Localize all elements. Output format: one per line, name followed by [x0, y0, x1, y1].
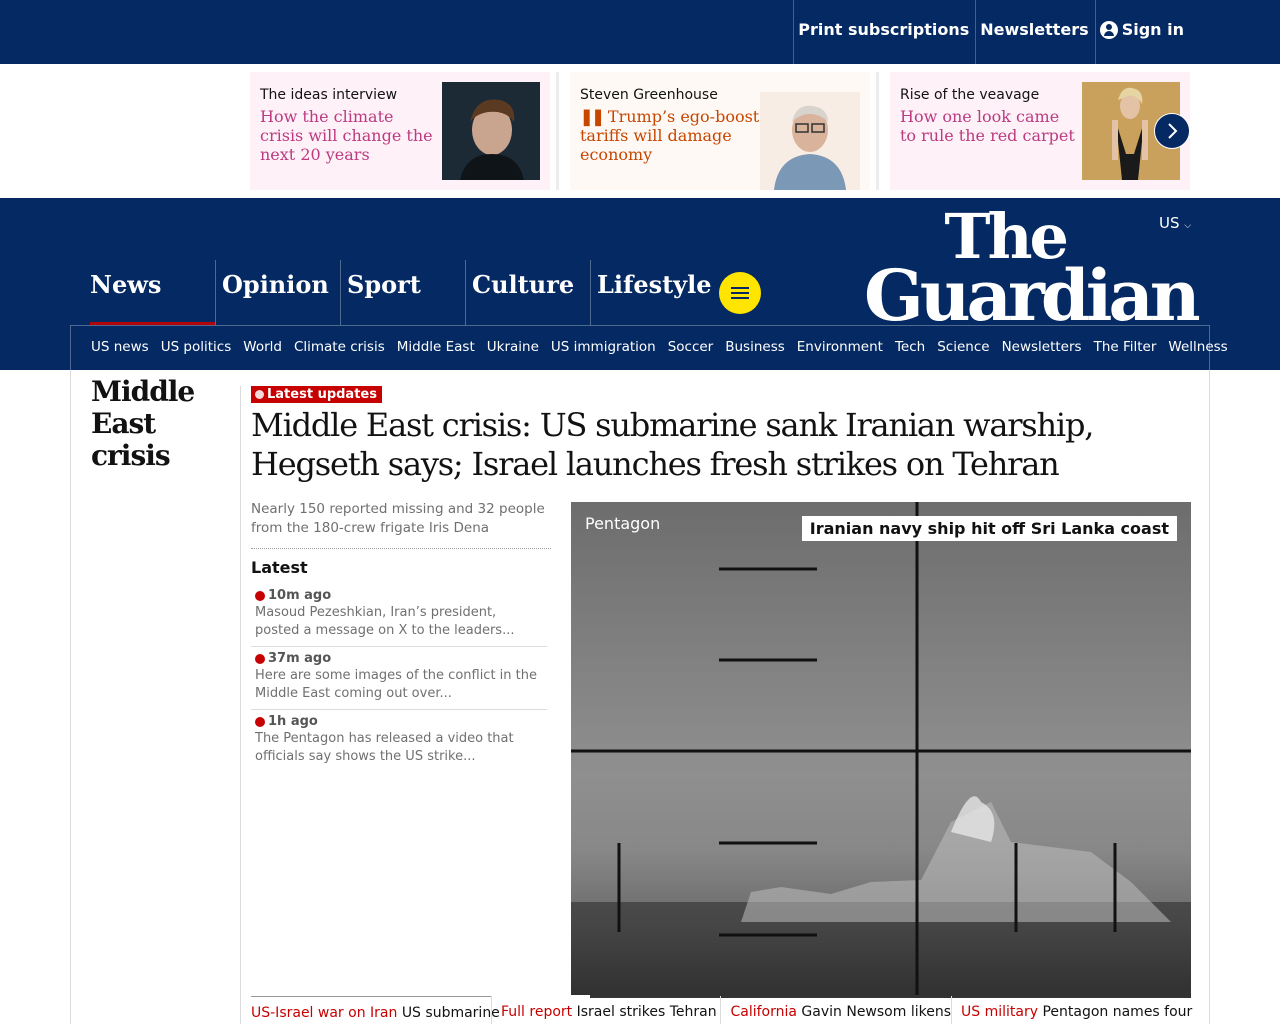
related-link[interactable]: [720, 996, 951, 1024]
block-text: Masoud Pezeshkian, Iran’s president, posted a message on X to the leaders...: [255, 605, 515, 638]
promo-carousel: [0, 64, 1280, 198]
menu-line-icon: [731, 292, 749, 294]
subnav-soccer[interactable]: Soccer: [667, 339, 714, 355]
column-divider: [240, 386, 241, 1024]
pillar-label: Opinion: [222, 270, 329, 299]
carousel-next-button[interactable]: [1154, 113, 1190, 149]
guardian-logo[interactable]: [864, 200, 1197, 337]
subnav-business[interactable]: Business: [725, 339, 785, 355]
promo-headline: How one look came to rule the red carpet: [900, 107, 1075, 145]
live-dot-icon: [255, 717, 265, 727]
promo-kicker: Rise of the veavage: [900, 87, 1040, 103]
related-text: Israel strikes Tehran: [576, 1004, 717, 1020]
promo-card-lifestyle[interactable]: [890, 72, 1190, 190]
related-kicker: Full report: [501, 1004, 573, 1020]
latest-block[interactable]: [251, 710, 547, 773]
sign-in-label: Sign in: [1121, 20, 1184, 39]
promo-photo: [760, 92, 860, 190]
menu-line-icon: [731, 297, 749, 299]
thermal-scope-image: [571, 502, 1191, 998]
latest-blocks: [251, 584, 547, 773]
video-caption: Iranian navy ship hit off Sri Lanka coast: [802, 516, 1177, 541]
pillar-culture[interactable]: [465, 260, 590, 326]
block-text: The Pentagon has released a video that officials say shows the US strike...: [255, 731, 514, 764]
related-link[interactable]: [951, 996, 1191, 1024]
promo-kicker: Steven Greenhouse: [580, 87, 718, 103]
latest-block[interactable]: [251, 647, 547, 710]
promo-card-opinion[interactable]: [570, 72, 870, 190]
subnav-world[interactable]: World: [243, 339, 282, 355]
related-text: Gavin Newsom likens: [801, 1004, 951, 1020]
related-kicker: US-Israel war on Iran: [251, 1005, 398, 1021]
live-dot-icon: [255, 591, 265, 601]
pillar-opinion[interactable]: [215, 260, 340, 326]
logo-line-1: The: [944, 200, 1066, 273]
promo-headline: How the climate crisis will change the next 20 years: [260, 107, 433, 164]
pillar-label: Culture: [472, 270, 575, 299]
pillar-label: Lifestyle: [597, 270, 712, 299]
article-standfirst: Nearly 150 reported missing and 32 people from the 180-crew frigate Iris Dena: [251, 500, 551, 549]
promo-kicker: The ideas interview: [260, 87, 398, 103]
utility-links: [793, 0, 1190, 64]
print-subscriptions-link[interactable]: [793, 0, 975, 64]
related-kicker: California: [730, 1004, 797, 1020]
pillar-label: Sport: [347, 270, 421, 299]
promo-divider: [556, 72, 559, 190]
menu-line-icon: [731, 287, 749, 289]
related-link[interactable]: [491, 996, 720, 1024]
block-time: [255, 651, 543, 666]
related-kicker: US military: [961, 1004, 1038, 1020]
chevron-right-icon: [1165, 122, 1179, 140]
pillar-label: News: [90, 270, 162, 299]
pillar-lifestyle[interactable]: [590, 260, 715, 326]
live-dot-icon: [255, 654, 265, 664]
subnav-environment[interactable]: Environment: [796, 339, 883, 355]
promo-headline: Trump’s ego-boost tariffs will damage economy: [580, 107, 760, 164]
subnav-container: [70, 325, 1228, 370]
subnav-ukraine[interactable]: Ukraine: [486, 339, 539, 355]
sign-in-link[interactable]: [1095, 0, 1190, 64]
promo-headline-wrap: [580, 107, 760, 164]
related-text: Pentagon names four: [1042, 1004, 1193, 1020]
print-subscriptions-label: Print subscriptions: [798, 20, 970, 39]
live-dot-icon: [255, 390, 264, 399]
subnav-wellness[interactable]: Wellness: [1168, 339, 1228, 355]
main-content: [70, 370, 1210, 1024]
newsletters-link[interactable]: [975, 0, 1094, 64]
subnav-newsletters[interactable]: Newsletters: [1001, 339, 1082, 355]
promo-photo: [442, 82, 540, 180]
block-time: [255, 714, 543, 729]
block-text: Here are some images of the conflict in the Middle East coming out over...: [255, 668, 538, 701]
related-link[interactable]: [251, 996, 500, 1024]
subnav-the-filter[interactable]: The Filter: [1093, 339, 1157, 355]
subnav-middle-east[interactable]: Middle East: [396, 339, 475, 355]
latest-block[interactable]: [251, 584, 547, 647]
pillar-sport[interactable]: [340, 260, 465, 326]
section-title[interactable]: Middle East crisis: [91, 375, 195, 472]
subnav-climate-crisis[interactable]: Climate crisis: [293, 339, 385, 355]
menu-button[interactable]: [719, 272, 761, 314]
subnav-us-immigration[interactable]: US immigration: [550, 339, 656, 355]
block-time: [255, 588, 543, 603]
live-badge-label: Latest updates: [267, 387, 377, 402]
logo-line-2: Guardian: [864, 253, 1197, 337]
live-badge: [251, 386, 382, 403]
masthead: [0, 198, 1280, 370]
subnav-science[interactable]: Science: [937, 339, 990, 355]
promo-card-ideas[interactable]: [250, 72, 550, 190]
subnav-us-news[interactable]: US news: [91, 339, 149, 355]
top-utility-bar: [0, 0, 1280, 64]
related-links: [251, 996, 1191, 1024]
latest-heading: Latest: [251, 558, 308, 577]
block-time-label: 1h ago: [268, 714, 318, 729]
related-text: US submarine: [401, 1005, 500, 1021]
pillar-nav: [70, 260, 715, 326]
subnav-us-politics[interactable]: US politics: [160, 339, 232, 355]
quote-icon: ❚❚: [580, 107, 603, 126]
promo-divider: [876, 72, 879, 190]
block-time-label: 10m ago: [268, 588, 332, 603]
account-icon: [1100, 21, 1118, 39]
video-player[interactable]: [571, 502, 1191, 998]
subnav: [91, 339, 1228, 355]
video-source-label: Pentagon: [585, 514, 661, 533]
newsletters-label: Newsletters: [980, 20, 1089, 39]
article-headline[interactable]: Middle East crisis: US submarine sank Iranian warship, Hegseth says; Israel launches fresh strikes on Tehran: [251, 406, 1094, 483]
chevron-down-icon: ⌵: [1184, 221, 1192, 231]
block-time-label: 37m ago: [268, 651, 332, 666]
pillar-news[interactable]: [70, 260, 215, 326]
subnav-tech[interactable]: Tech: [894, 339, 926, 355]
edition-label: US: [1159, 214, 1180, 232]
